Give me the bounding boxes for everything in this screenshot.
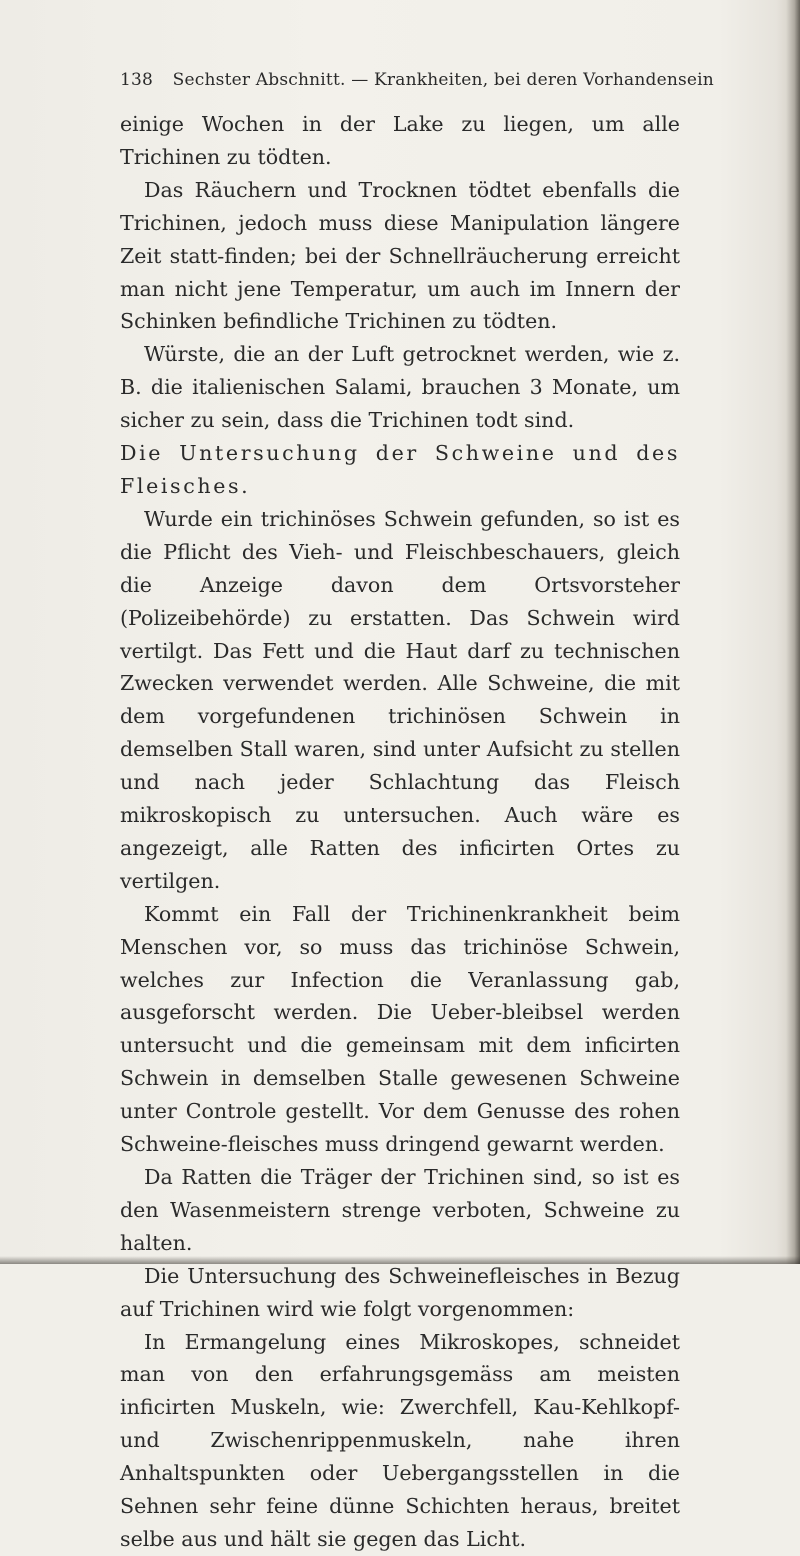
paragraph: Kommt ein Fall der Trichinenkrankheit beim Menschen vor, so muss das trichinöse Schwein, welches zur Infection die Veranlassung gab, ausgeforscht werden. Die Ueber-bleibsel werden untersucht und die gemeinsam mit dem inficirten Schwein in demselben Stalle gewesenen Schweine unter Controle gestellt. Vor dem Genusse des rohen Schweine-fleisches muss dringend gewarnt werden.	[120, 901, 680, 1157]
paragraph: einige Wochen in der Lake zu liegen, um alle Trichinen zu tödten.	[120, 112, 680, 169]
running-header	[120, 70, 714, 90]
paragraph: Das Räuchern und Trocknen tödtet ebenfalls die Trichinen, jedoch muss diese Manipulation längere Zeit statt-finden; bei der Schnellräucherung erreicht man nicht jene Temperatur, um auch im Innern der Schinken befindliche Trichinen zu tödten.	[120, 177, 680, 334]
paragraph: In Ermangelung eines Mikroskopes, schneidet man von den erfahrungsgemäss am meisten inficirten Muskeln, wie: Zwerchfell, Kau-Kehlkopf- und Zwischenrippenmuskeln, nahe ihren Anhaltspunkten oder Uebergangsstellen in die Sehnen sehr feine dünne Schichten heraus, breitet selbe aus und hält sie gegen das Licht.	[120, 1329, 680, 1551]
running-title: Sechster Abschnitt. — Krankheiten, bei deren Vorhandensein	[172, 70, 714, 90]
section-heading: Die Untersuchung der Schweine und des Fleisches.	[120, 441, 680, 498]
page-body	[120, 108, 680, 1556]
page-edge-shadow	[786, 0, 800, 1264]
page-number: 138	[120, 70, 154, 90]
paragraph: Wurde ein trichinöses Schwein gefunden, so ist es die Pflicht des Vieh- und Fleischbeschauers, gleich die Anzeige davon dem Ortsvorsteher (Polizeibehörde) zu erstatten. Das Schwein wird vertilgt. Das Fett und die Haut darf zu technischen Zwecken verwendet werden. Alle Schweine, die mit dem vorgefundenen trichinösen Schwein in demselben Stall waren, sind unter Aufsicht zu stellen und nach jeder Schlachtung das Fleisch mikroskopisch zu untersuchen. Auch wäre es angezeigt, alle Ratten des inficirten Ortes zu vertilgen.	[120, 506, 680, 893]
page-bottom-shadow	[0, 1256, 800, 1264]
paragraph: Da Ratten die Träger der Trichinen sind, so ist es den Wasenmeistern strenge verboten, Schweine zu halten.	[120, 1165, 680, 1255]
paragraph: Würste, die an der Luft getrocknet werden, wie z. B. die italienischen Salami, brauchen 3 Monate, um sicher zu sein, dass die Trichinen todt sind.	[120, 342, 680, 433]
paragraph: Die Untersuchung des Schweinefleisches in Bezug auf Trichinen wird wie folgt vorgenommen:	[120, 1263, 680, 1321]
